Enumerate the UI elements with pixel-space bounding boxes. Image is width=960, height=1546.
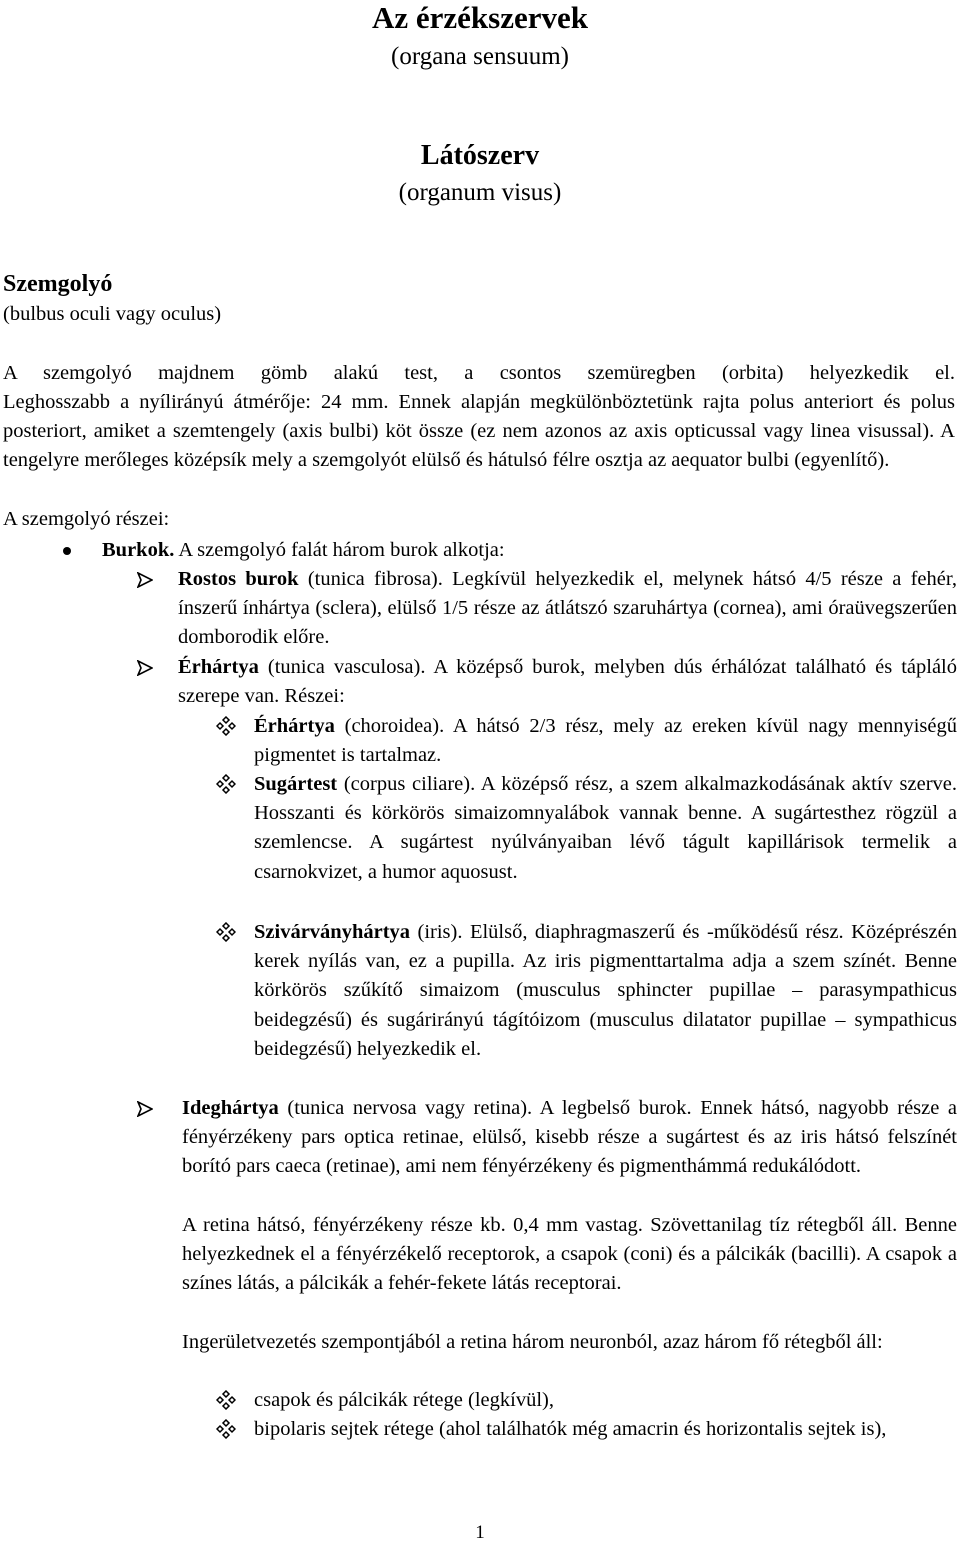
arrowhead-icon <box>137 660 153 676</box>
erhartya-burok-term: Érhártya <box>178 656 259 678</box>
retina-text <box>182 1094 957 1182</box>
burkok-description: A szemgolyó falát három burok alkotja: <box>174 539 505 561</box>
retina-term: Ideghártya <box>182 1097 279 1119</box>
erhartya-burok-description: (tunica vasculosa). A középső burok, melyben dús érhálózat található és tápláló szerepe van. Részei: <box>178 656 957 708</box>
diamond-bullet-icon <box>216 1390 236 1419</box>
retina-layer-text: csapok és pálcikák rétege (legkívül), <box>254 1389 554 1411</box>
main-title: Az érzékszervek <box>371 0 589 35</box>
eyeball-intro-line-1: A szemgolyó majdnem gömb alakú test, a csontos szemüregben (orbita) helyezkedik el. <box>3 362 955 384</box>
burkok-text <box>102 536 505 565</box>
rostos-term: Rostos burok <box>178 568 299 590</box>
main-subtitle: (organa sensuum) <box>391 43 569 70</box>
eyeball-parts-label: A szemgolyó részei: <box>3 508 170 530</box>
section-subtitle: (organum visus) <box>398 179 562 206</box>
burkok-term: Burkok. <box>102 539 175 561</box>
page-number: 1 <box>475 1522 485 1543</box>
diamond-bullet-icon <box>216 1419 236 1448</box>
arrowhead-icon <box>137 1101 153 1117</box>
rostos-description: (tunica fibrosa). Legkívül helyezkedik el, melynek hátsó 4/5 része a fehér, ínszerű ínhártya (sclera), elülső 1/5 része az átlátszó szaruhártya (cornea), ami óraüvegszerűen domborodik előre. <box>178 568 957 649</box>
diamond-bullet-icon <box>216 716 236 745</box>
eyeball-intro-paragraph: Leghosszabb a nyílirányú átmérője: 24 mm. Ennek alapján megkülönböztetünk rajta polus anteriort és polus posteriort, amiket a szemtengely (axis bulbi) köt össze (ez nem azonos az axis opticussal vagy linea visussal). A tengelyre merőleges középsík mely a szemgolyót elülső és hátulsó félre osztja az aequator bulbi (egyenlítő). <box>3 391 955 472</box>
choroidea-text <box>254 712 957 770</box>
rostos-text <box>178 565 957 653</box>
bullet-dot-icon <box>63 547 71 555</box>
iris-text <box>254 918 957 1064</box>
sugartest-description: (corpus ciliare). A középső rész, a szem alkalmazkodásának aktív szerve. Hosszanti és körkörös simaizomnyalábok vannak benne. A sugártesthez rögzül a szemlencse. A sugártest nyúlványaiban lévő tágult kapillárisok termelik a csarnokvizet, a humor aquosust. <box>254 773 957 883</box>
iris-description: (iris). Elülső, diaphragmaszerű és -működésű rész. Középrészén kerek nyílás van, ez a pupilla. Az iris pigmenttartalma adja a szem színét. Benne körkörös szűkítő simaizom (musculus sphincter pupillae – parasympathicus beidegzésű) és sugárirányú tágítóizom (musculus dilatator pupillae – sympathicus beidegzésű) helyezkedik el. <box>254 921 957 1060</box>
retina-layer-text: bipolaris sejtek rétege (ahol találhatók még amacrin és horizontalis sejtek is), <box>254 1418 887 1440</box>
iris-term: Szivárványhártya <box>254 921 411 943</box>
erhartya-burok-text <box>178 653 957 711</box>
arrowhead-icon <box>137 572 153 588</box>
eyeball-latin: (bulbus oculi vagy oculus) <box>3 303 222 325</box>
sugartest-text <box>254 770 957 887</box>
retina-description: (tunica nervosa vagy retina). A legbelső burok. Ennek hátsó, nagyobb része a fényérzékeny pars optica retinae, elülső, kisebb része a sugártest és az iris hátsó felszínét borító pars caeca (retinae), ami nem fényérzékeny és pigmenthámmá redukálódott. <box>182 1097 957 1178</box>
retina-paragraph-2: A retina hátsó, fényérzékeny része kb. 0,4 mm vastag. Szövettanilag tíz rétegből áll. Benne helyezkednek el a fényérzékelő receptorok, a csapok (coni) és a pálcikák (bacilli). A csapok a színes látás, a pálcikák a fehér-fekete látás receptorai. <box>182 1214 957 1295</box>
sugartest-term: Sugártest <box>254 773 338 795</box>
choroidea-description: (choroidea). A hátsó 2/3 rész, mely az ereken kívül nagy mennyiségű pigmentet is tartalmaz. <box>254 715 957 767</box>
retina-paragraph-3: Ingerületvezetés szempontjából a retina három neuronból, azaz három fő rétegből áll: <box>182 1331 883 1353</box>
diamond-bullet-icon <box>216 774 236 803</box>
choroidea-term: Érhártya <box>254 715 335 737</box>
diamond-bullet-icon <box>216 922 236 951</box>
eyeball-heading: Szemgolyó <box>3 271 113 297</box>
section-title: Látószerv <box>420 140 540 171</box>
